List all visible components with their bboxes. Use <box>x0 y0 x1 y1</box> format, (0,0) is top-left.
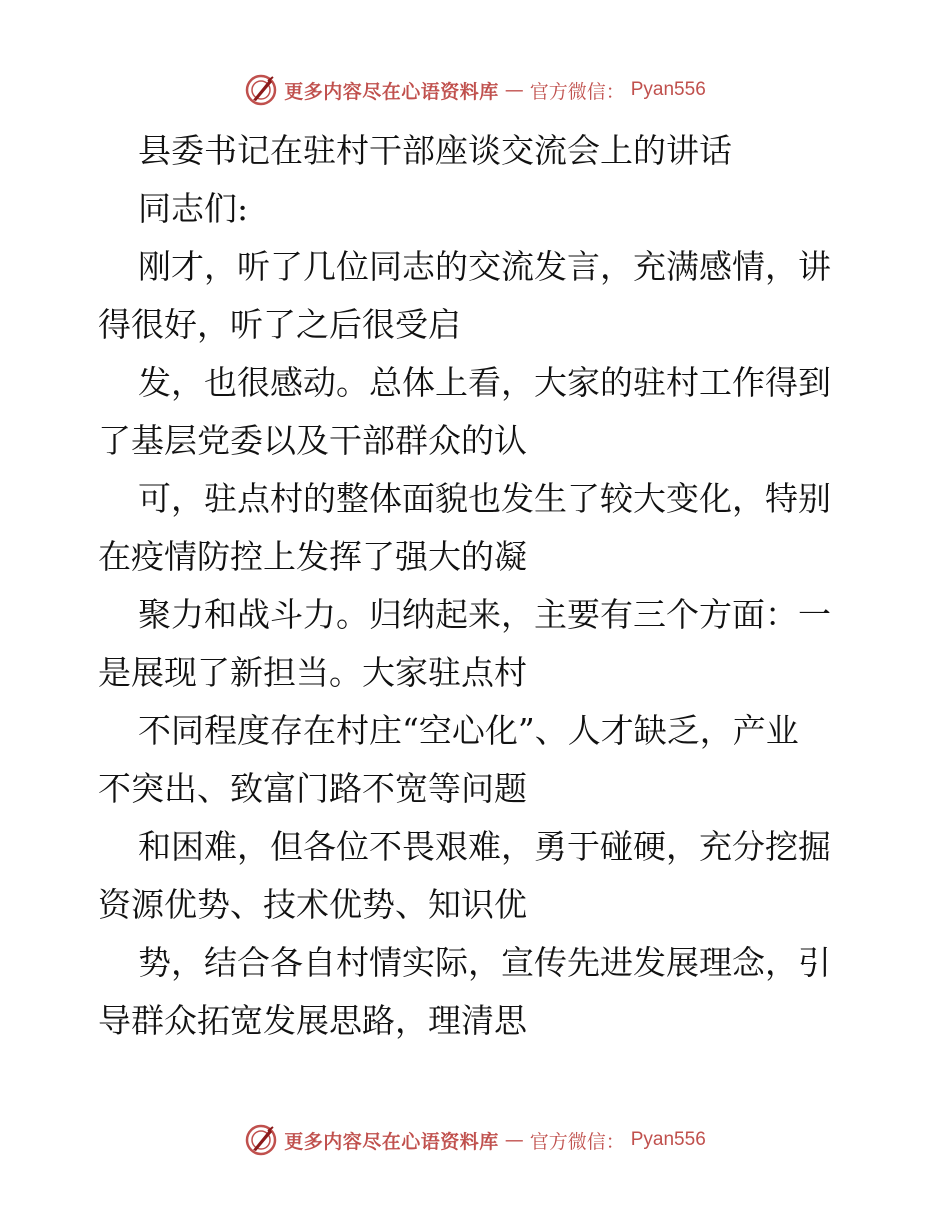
footer-watermark <box>0 1120 950 1160</box>
text-line: 导群众拓宽发展思路，理清思 <box>98 1001 527 1040</box>
text-line: 势，结合各自村情实际，宣传先进发展理念，引 <box>138 943 831 982</box>
text-line: 和困难，但各位不畏艰难，勇于碰硬，充分挖掘 <box>138 827 831 866</box>
paragraph-lines <box>98 238 858 1050</box>
quill-seal-icon <box>244 73 278 107</box>
text-line: 不突出、致富门路不宽等问题 <box>98 769 527 808</box>
text-line: 了基层党委以及干部群众的认 <box>98 421 527 460</box>
text-line: 得很好，听了之后很受启 <box>98 305 461 344</box>
text-line: 发，也很感动。总体上看，大家的驻村工作得到 <box>138 363 831 402</box>
document-title: 县委书记在驻村干部座谈交流会上的讲话 <box>138 131 732 170</box>
text-line: 在疫情防控上发挥了强大的凝 <box>98 537 527 576</box>
text-line: 可，驻点村的整体面貌也发生了较大变化，特别 <box>138 479 831 518</box>
watermark-wechat-label: 官方微信： <box>529 1130 625 1153</box>
text-line: 资源优势、技术优势、知识优 <box>98 885 527 924</box>
watermark-dash: — <box>504 1129 524 1151</box>
watermark-wechat-label: 官方微信： <box>529 80 625 103</box>
watermark-text: 更多内容尽在心语资料库 <box>284 1130 499 1153</box>
watermark-wechat-id: Pyan556 <box>630 79 706 100</box>
text-line: 不同程度存在村庄“空心化”、人才缺乏，产业 <box>138 711 799 750</box>
text-line: 聚力和战斗力。归纳起来，主要有三个方面：一 <box>138 595 831 634</box>
salutation: 同志们: <box>138 189 249 228</box>
watermark-dash: — <box>504 79 524 101</box>
text-line: 刚才，听了几位同志的交流发言，充满感情，讲 <box>138 247 831 286</box>
watermark-text: 更多内容尽在心语资料库 <box>284 80 499 103</box>
quill-seal-icon <box>244 1123 278 1157</box>
document-body <box>98 122 858 1050</box>
watermark-wechat-id: Pyan556 <box>630 1129 706 1150</box>
header-watermark <box>0 70 950 110</box>
text-line: 是展现了新担当。大家驻点村 <box>98 653 527 692</box>
